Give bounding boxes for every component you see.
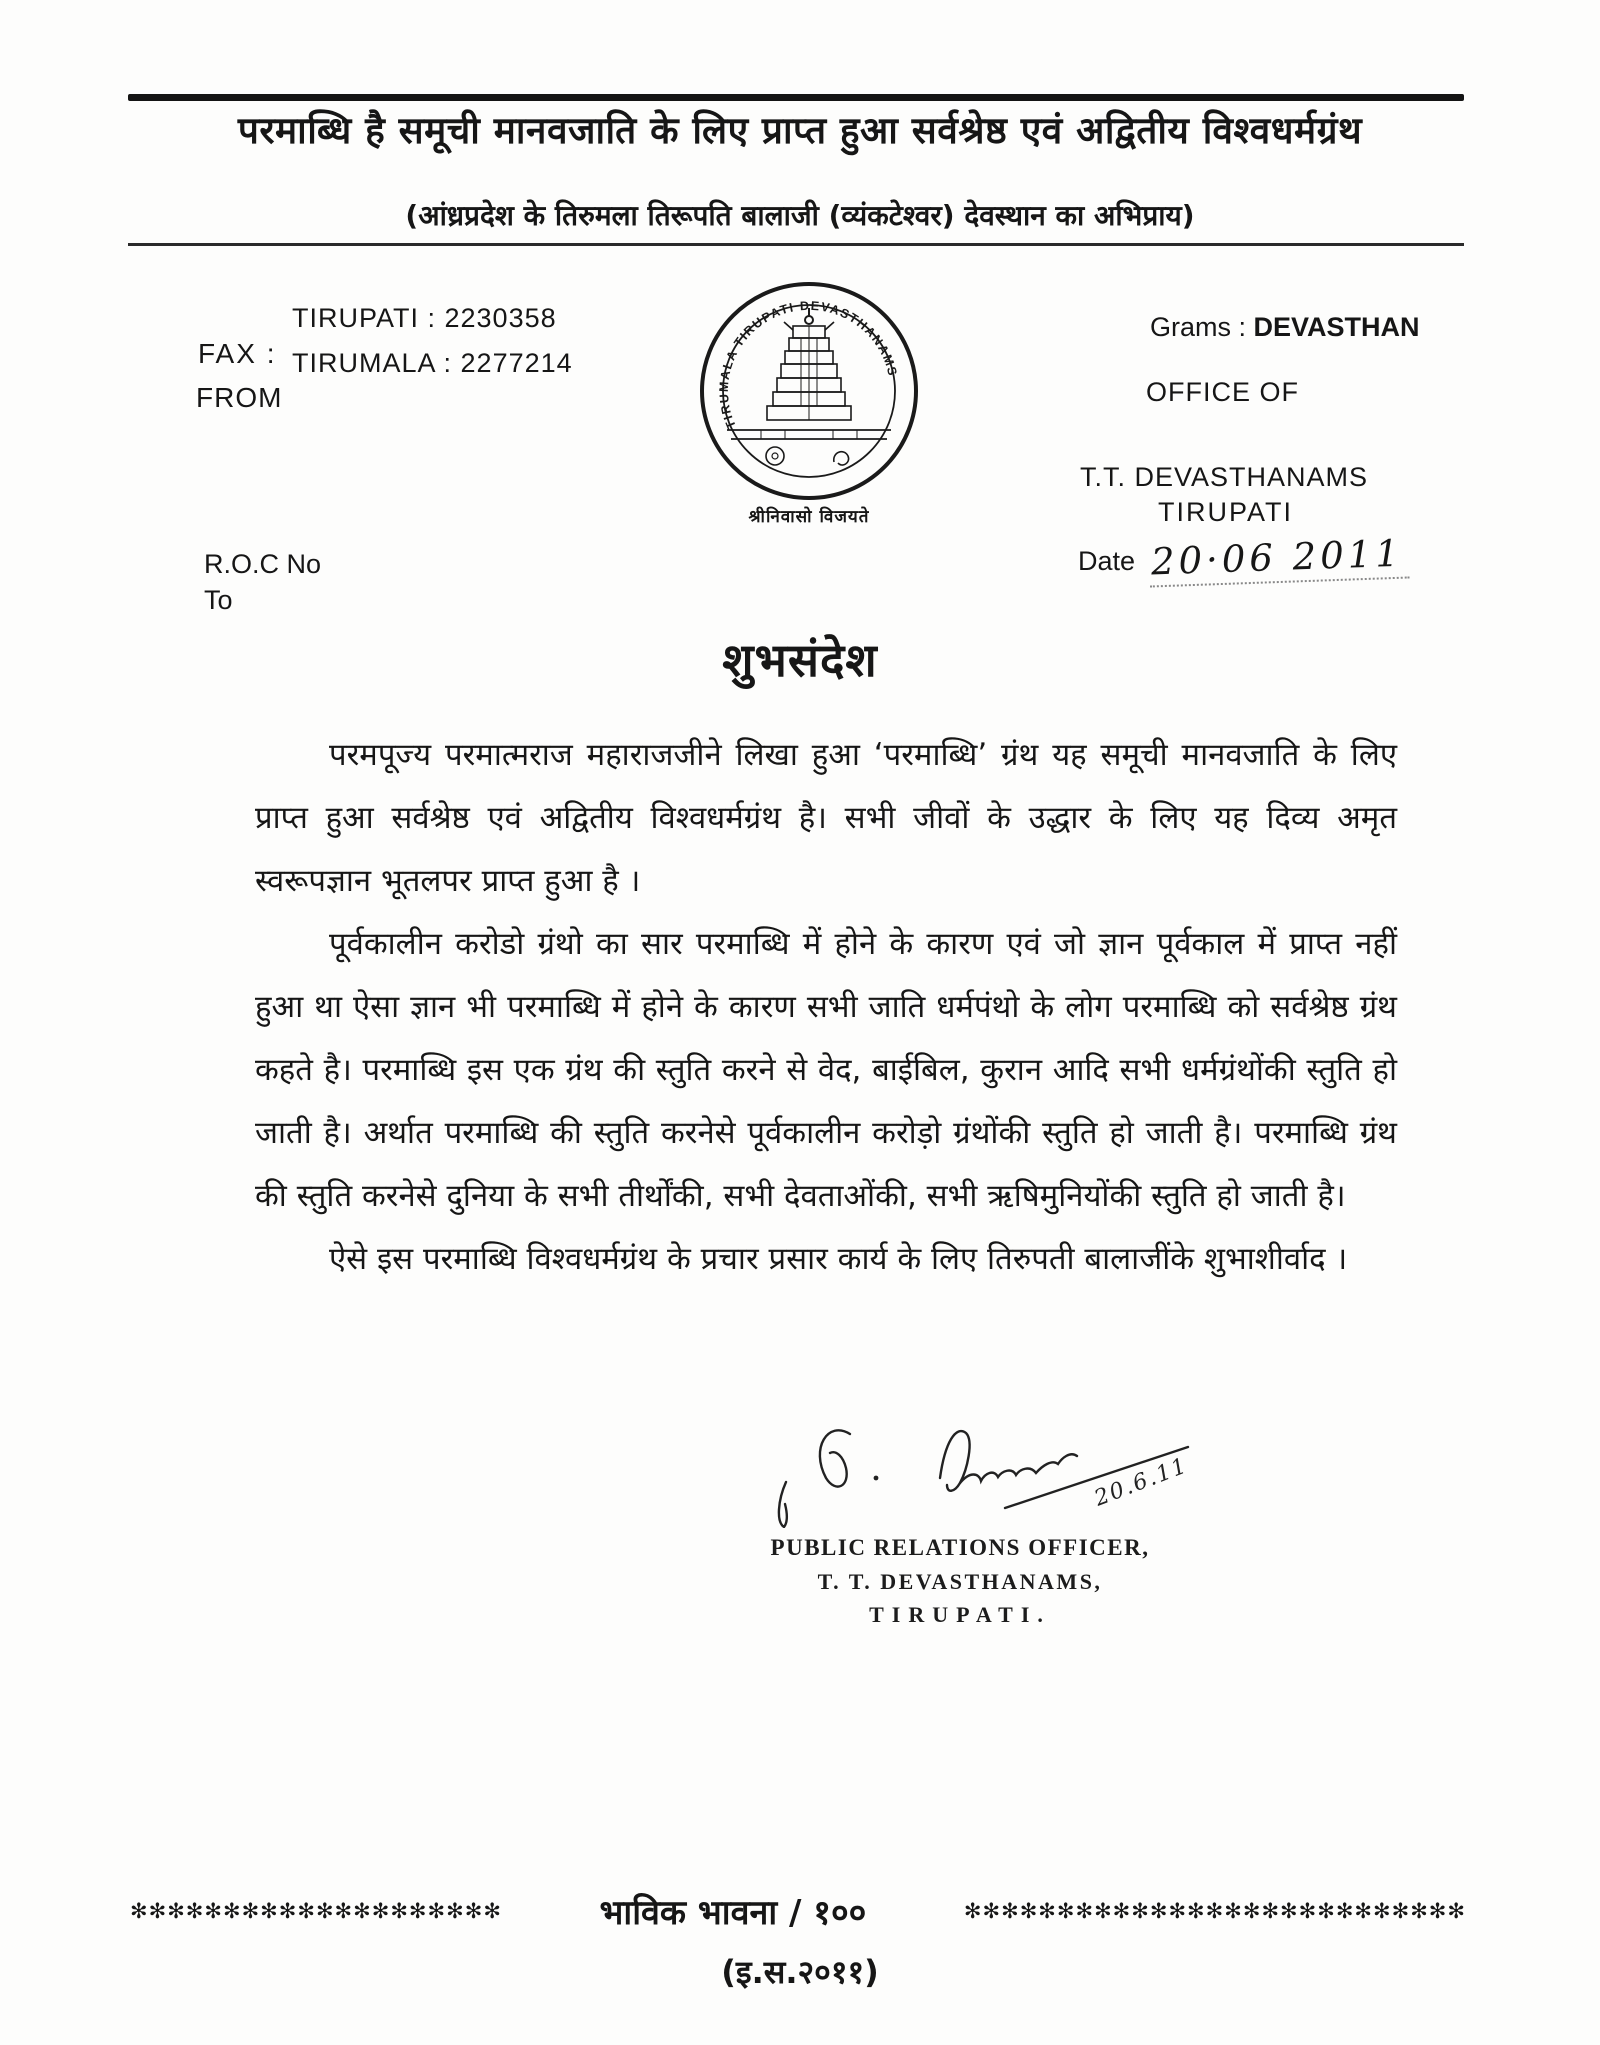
fax-label: FAX : <box>198 338 277 369</box>
date-row <box>1078 531 1409 584</box>
letter-heading: शुभसंदेश <box>722 633 878 687</box>
fax-number-tirumala: TIRUMALA : 2277214 <box>292 348 573 378</box>
footer-stars-left: ✻✻✻✻✻✻✻✻✻✻✻✻✻✻✻✻✻✻✻✻ <box>130 1899 502 1923</box>
org-city: TIRUPATI <box>1158 497 1293 527</box>
stamp-city: TIRUPATI. <box>869 1602 1051 1627</box>
grams-label: Grams : <box>1150 312 1254 342</box>
fax-number-tirupati: TIRUPATI : 2230358 <box>292 303 557 333</box>
paragraph-2: पूर्वकालीन करोडो ग्रंथो का सार परमाब्धि में होने के कारण एवं जो ज्ञान पूर्वकाल में प्राप्त नहीं हुआ था ऐसा ज्ञान भी परमाब्धि में होने के कारण सभी जाति धर्मपंथो के लोग परमाब्धि को सर्वश्रेष्ठ ग्रंथ कहते है। परमाब्धि इस एक ग्रंथ की स्तुति करने से वेद, बाईबिल, कुरान आदि सभी धर्मग्रंथोंकी स्तुति हो जाती है। अर्थात परमाब्धि की स्तुति करनेसे पूर्वकालीन करोड़ो ग्रंथोंकी स्तुति हो जाती है। परमाब्धि ग्रंथ की स्तुति करनेसे दुनिया के सभी तीर्थोंकी, सभी देवताओंकी, सभी ऋषिमुनियोंकी स्तुति हो जाती है। <box>255 926 1397 1214</box>
temple-seal-icon <box>698 280 920 502</box>
signature-flourish-icon <box>700 1420 1220 1528</box>
date-value-handwritten: 20·06 2011 <box>1148 531 1409 587</box>
letter-body <box>255 724 1397 1291</box>
org-name: T.T. DEVASTHANAMS <box>1080 462 1369 492</box>
office-of-label: OFFICE OF <box>1146 377 1299 407</box>
footer-stars-right: ✻✻✻✻✻✻✻✻✻✻✻✻✻✻✻✻✻✻✻✻✻✻✻✻✻✻✻ <box>963 1899 1466 1923</box>
signature-block <box>700 1420 1220 1631</box>
top-rule <box>128 94 1464 101</box>
masthead-subtitle: (आंध्रप्रदेश के तिरुमला तिरूपति बालाजी (व्यंकटेश्वर) देवस्थान का अभिप्राय) <box>405 199 1195 232</box>
seal-ring-text: TIRUMALA TIRUPATI DEVASTHANAMS <box>716 298 900 431</box>
stamp-org: T. T. DEVASTHANAMS, <box>817 1569 1103 1594</box>
grams-line <box>1150 312 1420 343</box>
stamp-title: PUBLIC RELATIONS OFFICER, <box>770 1535 1150 1560</box>
paragraph-1: परमपूज्य परमात्मराज महाराजजीने लिखा हुआ ‘परमाब्धि’ ग्रंथ यह समूची मानवजाति के लिए प्राप्त हुआ सर्वश्रेष्ठ एवं अद्वितीय विश्वधर्मग्रंथ है। सभी जीवों के उद्धार के लिए यह दिव्य अमृत स्वरूपज्ञान भूतलपर प्राप्त हुआ है । <box>255 737 1397 899</box>
officer-stamp <box>700 1530 1220 1631</box>
footer-year: (इ.स.२०११) <box>721 1953 879 1991</box>
footer-band <box>130 1888 1466 1934</box>
subtitle-rule <box>128 243 1464 246</box>
signature-date: 20.6.11 <box>1091 1453 1192 1512</box>
roc-no-label: R.O.C No <box>204 549 322 579</box>
to-label: To <box>204 585 233 615</box>
paragraph-3: ऐसे इस परमाब्धि विश्वधर्मग्रंथ के प्रचार प्रसार कार्य के लिए तिरुपती बालाजींके शुभाशीर्वाद । <box>329 1241 1348 1277</box>
date-label: Date <box>1078 546 1136 576</box>
footer-center-text: भाविक भावना / १०० <box>599 1893 867 1933</box>
grams-value: DEVASTHAN <box>1253 312 1420 342</box>
masthead-title: परमाब्धि है समूची मानवजाति के लिए प्राप्त हुआ सर्वश्रेष्ठ एवं अद्वितीय विश्वधर्मग्रंथ <box>237 109 1363 152</box>
seal-caption: श्रीनिवासो विजयते <box>748 507 870 527</box>
ttd-seal <box>698 280 920 527</box>
from-label: FROM <box>196 382 283 413</box>
